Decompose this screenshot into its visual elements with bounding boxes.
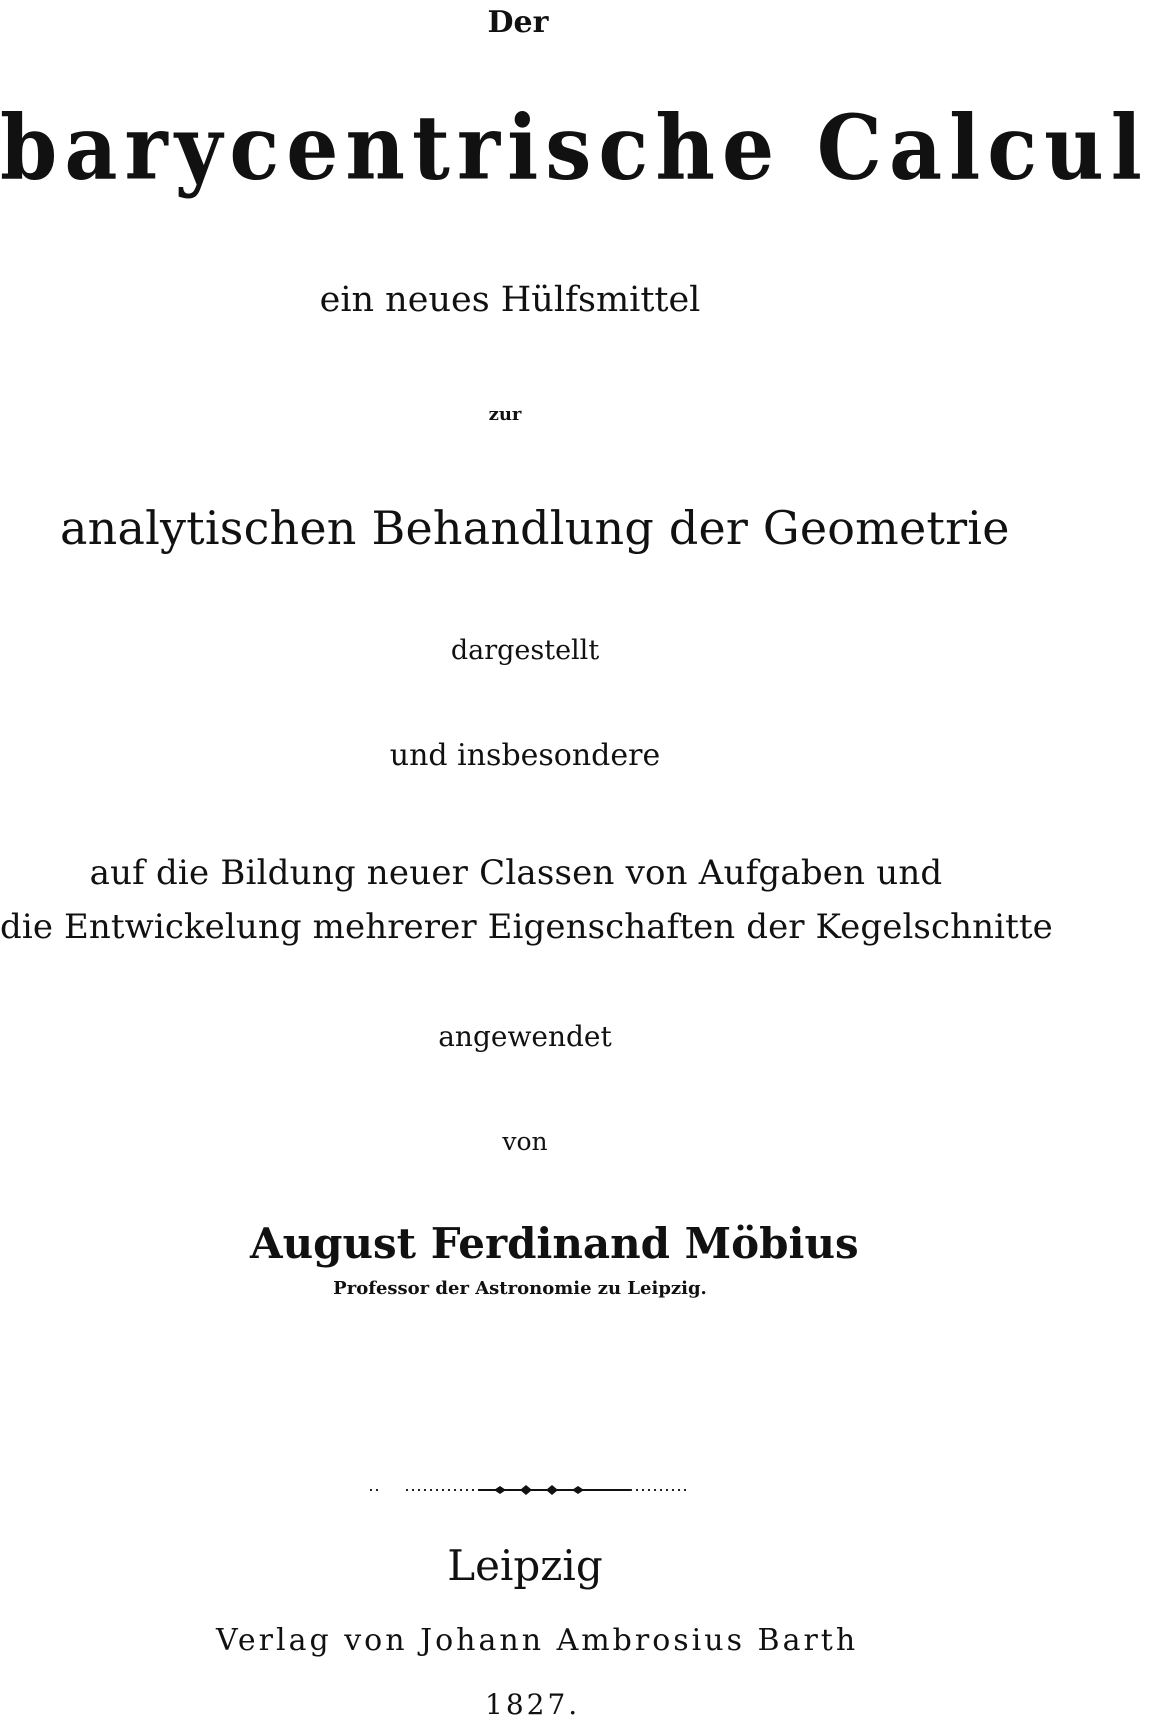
- decorative-ornament: [370, 1484, 690, 1496]
- dargestellt-text: dargestellt: [450, 635, 600, 666]
- connector-zur: zur: [488, 404, 522, 425]
- main-title: barycentrische Calcul: [0, 96, 1149, 201]
- publication-year: 1827.: [485, 1688, 581, 1721]
- paragraph-line-2: die Entwickelung mehrerer Eigenschaften der Kegelschnitte: [0, 907, 1053, 947]
- insbesondere-text: und insbesondere: [389, 738, 661, 773]
- paragraph-line-1: auf die Bildung neuer Classen von Aufgaben und: [89, 853, 943, 893]
- subtitle: ein neues Hülfsmittel: [319, 280, 701, 320]
- von-text: von: [502, 1127, 548, 1156]
- author-title: Professor der Astronomie zu Leipzig.: [333, 1278, 707, 1299]
- section-title: analytischen Behandlung der Geometrie: [60, 501, 1010, 555]
- publisher-line: Verlag von Johann Ambrosius Barth: [216, 1623, 859, 1658]
- small-title: Der: [487, 5, 549, 40]
- angewendet-text: angewendet: [438, 1020, 612, 1053]
- publication-city: Leipzig: [447, 1541, 603, 1590]
- author-name: August Ferdinand Möbius: [250, 1219, 859, 1268]
